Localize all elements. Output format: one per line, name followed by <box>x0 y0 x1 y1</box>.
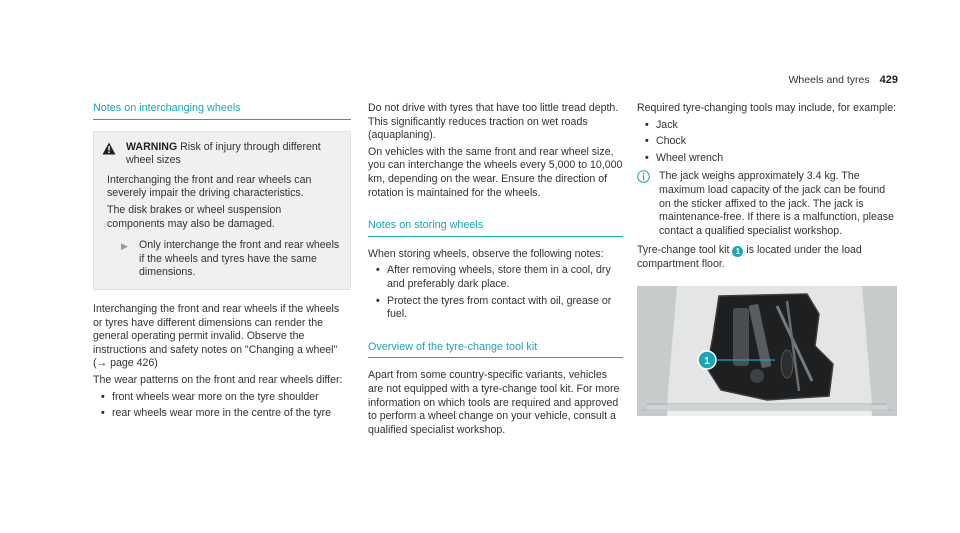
section-title-storing: Notes on storing wheels <box>368 219 623 237</box>
chapter-title: Wheels and tyres <box>788 74 870 86</box>
warning-header <box>102 141 340 168</box>
warning-text: The disk brakes or wheel suspension components may also be damaged. <box>107 203 282 230</box>
bullet-icon: • <box>376 264 380 277</box>
list-item: • Chock <box>645 135 687 148</box>
callout-badge: 1 <box>732 246 743 257</box>
warning-action-text: Only interchange the front and rear wheels if the wheels and tyres have the same dimensions. <box>139 239 340 279</box>
bullet-icon: • <box>645 135 649 148</box>
toolkit-image <box>637 286 897 416</box>
warning-label: WARNING <box>126 140 178 153</box>
bullet-icon: • <box>645 151 649 164</box>
list-item: • front wheels wear more on the tyre shoulder <box>101 390 319 403</box>
section-title-toolkit: Overview of the tyre-change tool kit <box>368 341 623 359</box>
list-item: • After removing wheels, store them in a cool, dry and preferably dark place. <box>376 264 611 290</box>
column-2 <box>368 102 623 440</box>
bullet-icon: • <box>101 390 105 403</box>
warning-body <box>102 174 340 280</box>
paragraph: The wear patterns on the front and rear wheels differ: <box>93 373 343 386</box>
bullet-icon: • <box>376 294 380 307</box>
paragraph: Tyre-change tool kit 1 is located under the load compartment floor. <box>637 244 862 270</box>
paragraph: On vehicles with the same front and rear wheel size, you can interchange the wheels every 5,000 to 10,000 km, depending on the wear. Ensure the direction of rotation is maintained for the wheels. <box>368 145 623 199</box>
list-item: • Jack <box>645 118 678 131</box>
list-item: • Wheel wrench <box>645 151 724 164</box>
column-1 <box>93 102 351 424</box>
paragraph: When storing wheels, observe the following notes: <box>368 247 604 260</box>
bullet-icon: • <box>101 407 105 420</box>
warning-action <box>107 239 340 280</box>
storing-list <box>376 264 623 321</box>
column-3 <box>637 102 897 416</box>
section-title-interchanging: Notes on interchanging wheels <box>93 102 351 120</box>
info-icon <box>637 170 659 238</box>
list-item: • Protect the tyres from contact with oil, grease or fuel. <box>376 294 612 321</box>
info-note <box>637 170 897 238</box>
page-number: 429 <box>879 74 898 86</box>
action-arrow-icon: ▶ <box>121 241 128 252</box>
warning-triangle-icon <box>102 141 126 160</box>
warning-heading: Risk of injury through different wheel sizes <box>126 140 321 167</box>
warning-text: Interchanging the front and rear wheels can severely impair the driving characteristics. <box>107 173 312 200</box>
bullet-icon: • <box>645 118 649 131</box>
warning-box <box>93 131 351 290</box>
paragraph: Do not drive with tyres that have too little tread depth. This significantly reduces traction on wet roads (aquaplaning). <box>368 102 619 142</box>
page-header <box>789 74 898 88</box>
tools-list <box>645 119 897 166</box>
paragraph: Apart from some country-specific variants, vehicles are not equipped with a tyre-change tool kit. For more information on which tools are required and approved to perform a wheel change on your vehicle, consult a qualified specialist workshop. <box>368 369 620 436</box>
info-note-text: The jack weighs approximately 3.4 kg. The maximum load capacity of the jack can be found on the sticker affixed to the jack. The jack is maintenance-free. If there is a malfunction, please contact a qualified specialist workshop. <box>659 170 894 237</box>
paragraph: Required tyre-changing tools may include, for example: <box>637 102 897 114</box>
figure-callout-badge: 1 <box>704 355 710 367</box>
list-item: • rear wheels wear more in the centre of the tyre <box>101 407 332 420</box>
paragraph: Interchanging the front and rear wheels if the wheels or tyres have different dimensions can render the general operating permit invalid. Observe the instructions and safety notes on "Changing a wheel" (→ page 426) <box>93 302 340 370</box>
wear-list <box>101 391 351 421</box>
